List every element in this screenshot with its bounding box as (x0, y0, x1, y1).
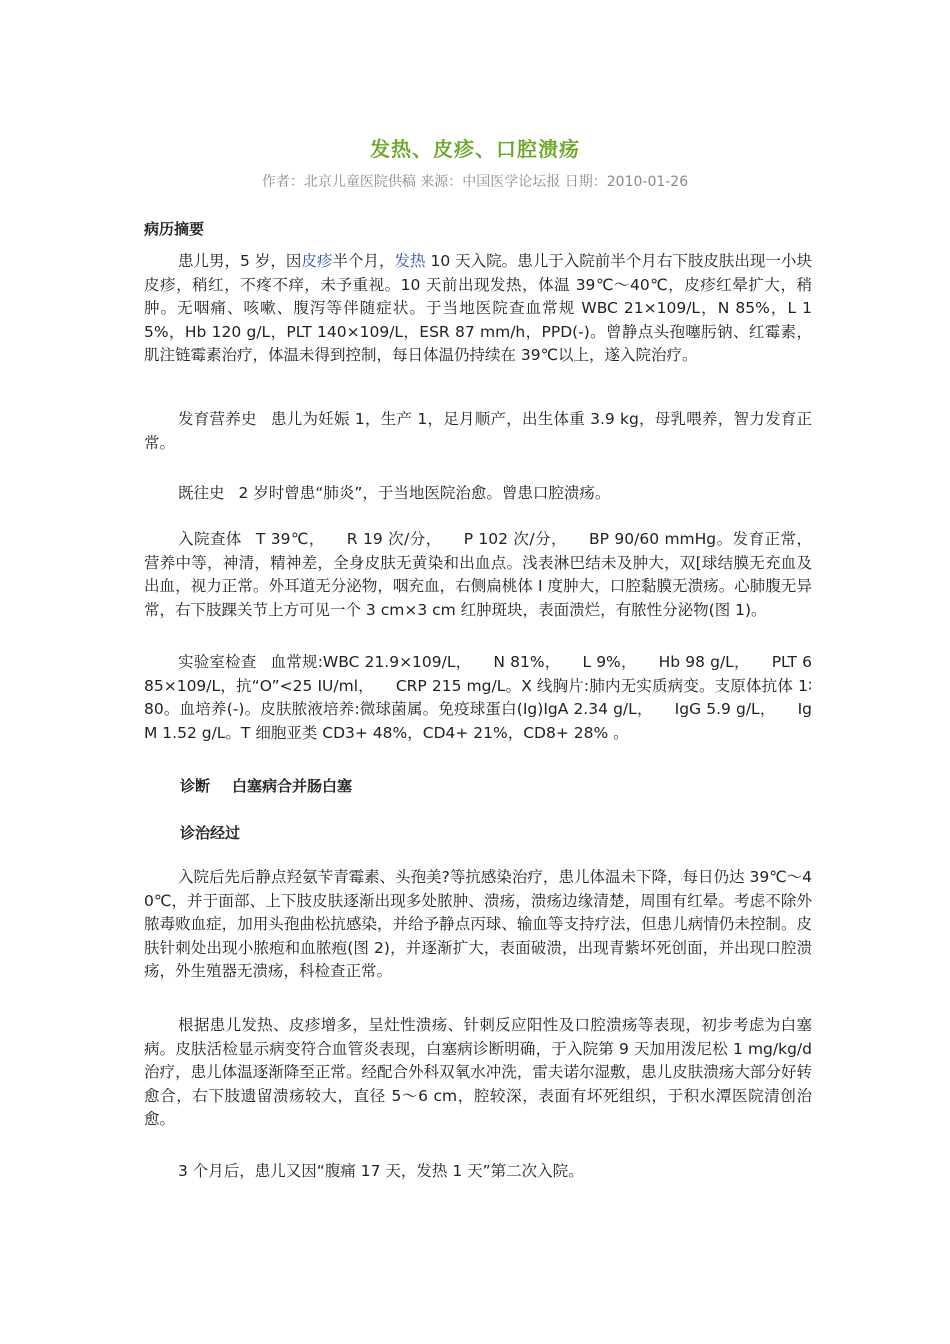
lab-neutrophil: N 81%， (493, 653, 561, 671)
development-text: 患儿为妊娠 1，生产 1，足月顺产，出生体重 3.9 kg，母乳喂养，智力发育正常。 (144, 410, 812, 452)
physical-exam-label: 入院查体 (178, 530, 242, 548)
diagnosis-line (180, 775, 352, 796)
diagnosis-label: 诊断 (180, 777, 211, 795)
development-label: 发育营养史 (178, 410, 257, 428)
article-title: 发热、皮疹、口腔溃疡 (370, 137, 580, 161)
lab-exam-paragraph (144, 651, 812, 745)
vital-respiration: R 19 次/分， (346, 530, 442, 548)
lab-lymphocyte: L 9%， (582, 653, 637, 671)
history-paragraph (144, 250, 812, 368)
keyword-fever-link[interactable]: 发热 (394, 252, 426, 270)
history-text-a: 患儿男，5 岁，因 (178, 252, 302, 270)
past-history-label: 既往史 (178, 484, 225, 502)
summary-heading: 病历摘要 (144, 220, 205, 238)
treatment-paragraph-2: 根据患儿发热、皮疹增多，呈灶性溃疡、针刺反应阳性及口腔溃疡等表现，初步考虑为白塞病。皮肤活检显示病变符合血管炎表现，白塞病诊断明确，于入院第 9 天加用泼尼松 1 mg/kg/d 治疗，患儿体温逐渐降至正常。经配合外科双氧水冲洗，雷夫诺尔湿敷，患儿皮肤溃疡大部分好转愈合，右下肢遗留溃疡较大，直径 5～6 cm，腔较深，表面有坏死组织，于积水潭医院清创治愈。 (144, 1016, 812, 1129)
history-text-c: 10 天入院。患儿于入院前半个月右下肢皮肤出现一小块皮疹，稍红，不疼不痒，未予重视。10 天前出现发热，体温 39℃～40℃，皮疹红晕扩大，稍肿。无咽痛、咳嗽、腹泻等伴随症状。于当地医院查血常规 WBC 21×109/L，N 85%，L 15%，Hb 120 g/L，PLT 140×109/L，ESR 87 mm/h，PPD(-)。曾静点头孢噻肟钠、红霉素，肌注链霉素治疗，体温未得到控制，每日体温仍持续在 39℃以上，遂入院治疗。 (144, 252, 812, 365)
treatment-paragraph-1: 入院后先后静点羟氨苄青霉素、头孢美?等抗感染治疗，患儿体温未下降，每日仍达 39℃～40℃，并于面部、上下肢皮肤逐渐出现多处脓肿、溃疡，溃疡边缘清楚，周围有红晕。考虑不除外脓毒败血症，加用头孢曲松抗感染，并给予静点丙球、输血等支持疗法，但患儿病情仍未控制。皮肤针刺处出现小脓疱和血脓疱(图 2)，并逐渐扩大，表面破溃，出现青紫坏死创面，并出现口腔溃疡，外生殖器无溃疡，科检查正常。 (144, 868, 812, 981)
readmission-paragraph: 3 个月后，患儿又因“腹痛 17 天，发热 1 天”第二次入院。 (178, 1162, 584, 1180)
past-history-text: 2 岁时曾患“肺炎”，于当地医院治愈。曾患口腔溃疡。 (238, 484, 611, 502)
article-meta: 作者：北京儿童医院供稿 来源：中国医学论坛报 日期：2010-01-26 (261, 174, 689, 190)
past-history-paragraph (144, 482, 812, 506)
treatment-heading: 诊治经过 (180, 824, 241, 842)
lab-igm: IgM 1.52 g/L。T 细胞亚类 CD3+ 48%，CD4+ 21%，CD8+ 28% 。 (144, 700, 812, 742)
physical-exam-text: 发育正常，营养中等，神清，精神差，全身皮肤无黄染和出血点。浅表淋巴结未及肿大，双[球结膜无充血及出血，视力正常。外耳道无分泌物，咽充血，右侧扁桃体 I 度肿大，口腔黏膜无溃疡。心肺腹无异常，右下肢踝关节上方可见一个 3 cm×3 cm 红肿斑块，表面溃烂，有脓性分泌物(图 1)。 (144, 530, 812, 619)
keyword-rash-link[interactable]: 皮疹 (301, 252, 333, 270)
lab-igg: IgG 5.9 g/L， (674, 700, 776, 719)
history-text-b: 半个月， (332, 252, 395, 270)
vital-pulse: P 102 次/分， (463, 530, 568, 548)
physical-exam-paragraph (144, 528, 812, 622)
lab-hemoglobin: Hb 98 g/L， (658, 653, 750, 671)
vital-blood-pressure: BP 90/60 mmHg。 (589, 530, 733, 548)
lab-crp: CRP 215 mg/L。 (395, 676, 522, 695)
lab-other: X 线胸片:肺内无实质病变。支原体抗体 1∶80。血培养(-)。皮肤脓液培养:微球菌属。免疫球蛋白(Ig)IgA 2.34 g/L， (144, 676, 812, 719)
diagnosis-text: 白塞病合并肠白塞 (232, 777, 353, 795)
vital-temperature: T 39℃， (255, 530, 325, 548)
lab-wbc: 血常规:WBC 21.9×109/L， (270, 653, 472, 671)
development-paragraph (144, 408, 812, 455)
lab-platelet: PLT 685×109/L，抗“O”<25 IU/ml， (144, 653, 812, 695)
lab-exam-label: 实验室检查 (178, 653, 257, 671)
